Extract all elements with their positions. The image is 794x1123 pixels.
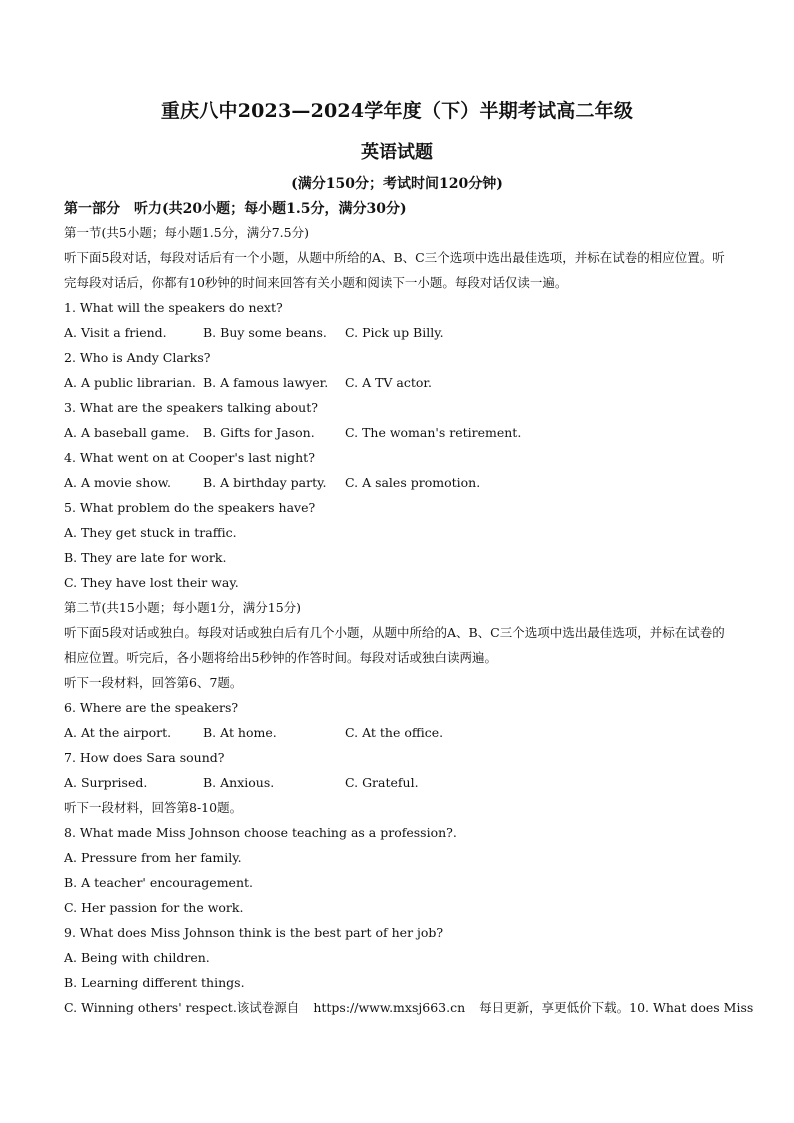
group-instruction: 听下一段材料，回答第6、7题。 [64,675,243,690]
question-stem: 1. What will the speakers do next? [64,300,283,315]
question-stem: 7. How does Sara sound? [64,750,225,765]
footer-line [64,999,753,1017]
question-stem: 6. Where are the speakers? [64,700,239,715]
question-stem: 5. What problem do the speakers have? [64,500,316,515]
section2-instructions: 听下面5段对话或独白。每段对话或独白后有几个小题，从题中所给的A、B、C三个选项中选出最佳选项，并标在试卷的相应位置。听完后，各小题将给出5秒钟的作答时间。每段对话或独白读两遍。 [64,625,725,665]
group-instruction: 听下一段材料，回答第8-10题。 [64,800,243,815]
option-b: B. Anxious. [203,775,275,790]
section1-heading: 第一节(共5小题；每小题1.5分，满分7.5分) [64,225,309,240]
option-b: B. Buy some beans. [203,325,327,340]
option-b: B. They are late for work. [64,550,227,565]
exam-subject: 英语试题 [361,142,433,163]
option-a: A. Visit a friend. [64,325,167,340]
question-stem: 2. Who is Andy Clarks? [64,350,211,365]
question-stem: 4. What went on at Cooper's last night? [64,450,315,465]
option-c: C. Winning others' respect. [64,1000,237,1015]
option-b: B. Gifts for Jason. [203,425,315,440]
option-c: C. They have lost their way. [64,575,239,590]
option-a: A. A movie show. [64,475,171,490]
source-note: 该试卷源自 [236,1000,300,1015]
question-10-start: 10. What does Miss [629,1000,754,1015]
option-a: A. A public librarian. [64,375,196,390]
option-a: A. They get stuck in traffic. [64,525,237,540]
source-url-link[interactable]: https://www.mxsj663.cn [313,1000,466,1015]
question-stem: 3. What are the speakers talking about? [64,400,318,415]
option-b: B. A famous lawyer. [203,375,329,390]
section1-instructions: 听下面5段对话，每段对话后有一个小题，从题中所给的A、B、C三个选项中选出最佳选项，并标在试卷的相应位置。听完每段对话后，你都有10秒钟的时间来回答有关小题和阅读下一小题。每段对话仅读一遍。 [64,250,725,290]
option-c: C. At the office. [345,725,444,740]
option-c: C. A TV actor. [345,375,432,390]
question-stem: 8. What made Miss Johnson choose teaching as a profession?. [64,825,457,840]
section2-heading: 第二节(共15小题；每小题1分，满分15分) [64,600,302,615]
option-c: C. Grateful. [345,775,419,790]
option-a: A. Pressure from her family. [64,850,242,865]
option-a: A. A baseball game. [64,425,190,440]
question-stem: 9. What does Miss Johnson think is the best part of her job? [64,925,444,940]
exam-meta: (满分150分；考试时间120分钟) [291,176,503,192]
option-a: A. Surprised. [64,775,148,790]
option-b: B. A birthday party. [203,475,327,490]
option-c: C. Her passion for the work. [64,900,244,915]
option-c: C. A sales promotion. [345,475,481,490]
exam-title: 重庆八中2023—2024学年度（下）半期考试高二年级 [160,100,634,122]
option-c: C. The woman's retirement. [345,425,522,440]
option-a: A. Being with children. [64,950,210,965]
option-b: B. A teacher' encouragement. [64,875,253,890]
option-b: B. At home. [203,725,277,740]
option-a: A. At the airport. [64,725,172,740]
option-c: C. Pick up Billy. [345,325,444,340]
part1-heading: 第一部分 听力(共20小题；每小题1.5分，满分30分) [64,201,407,217]
option-b: B. Learning different things. [64,975,245,990]
update-note: 每日更新，享更低价下载。 [479,1000,630,1015]
